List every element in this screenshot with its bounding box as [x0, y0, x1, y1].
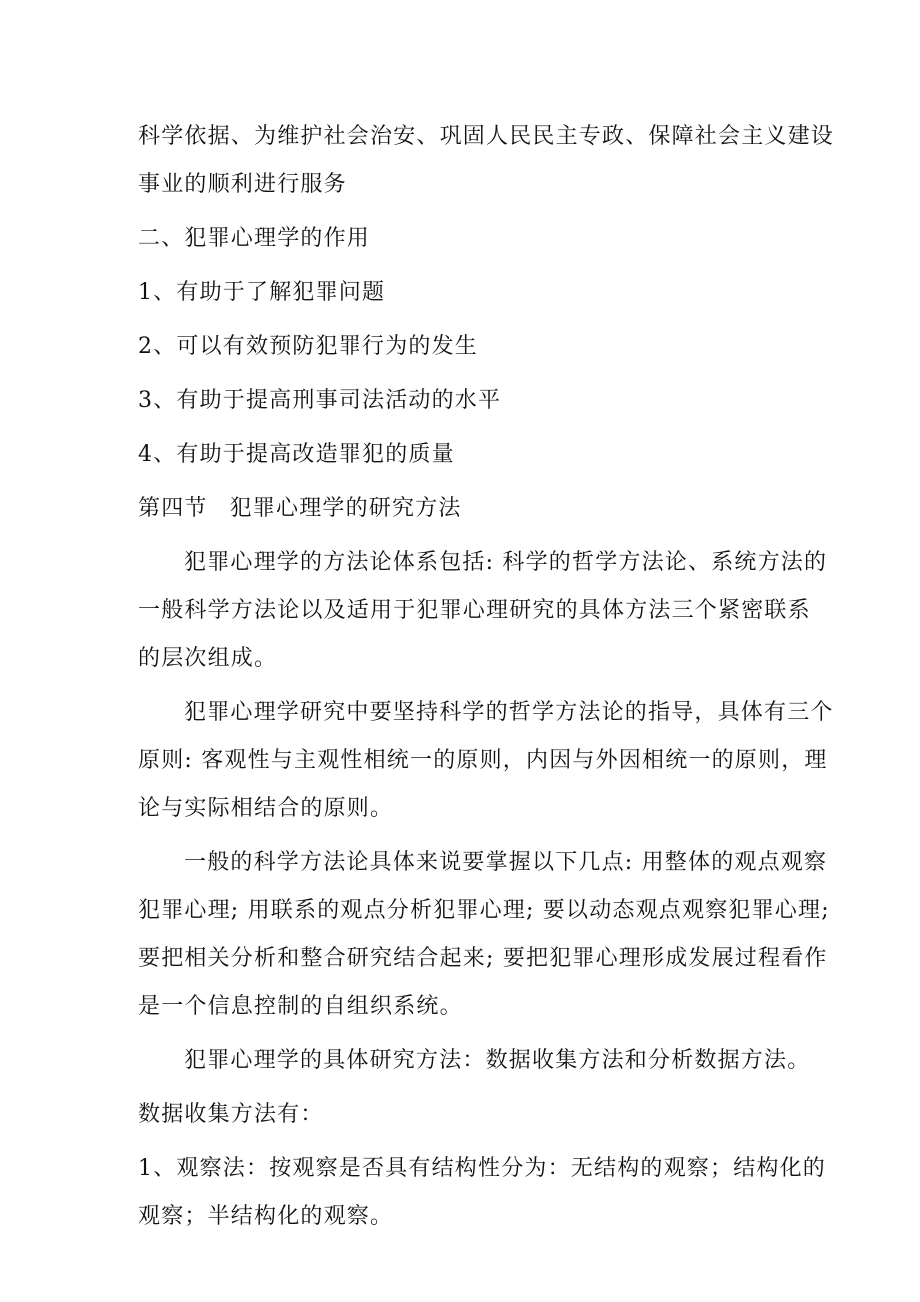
text-line: 科学依据、为维护社会治安、巩固人民民主专政、保障社会主义建设: [138, 124, 835, 149]
paragraph-research-methods: [138, 1037, 811, 1085]
text-line: 犯罪心理; 用联系的观点分析犯罪心理; 要以动态观点观察犯罪心理;: [138, 898, 830, 923]
paragraph-scientific-method: [138, 839, 830, 1031]
text-line: 原则: 客观性与主观性相统一的原则，内因与外因相统一的原则，理: [138, 748, 828, 773]
list-item-observation: [138, 1145, 826, 1241]
text-line: 犯罪心理学的方法论体系包括: 科学的哲学方法论、系统方法的: [184, 550, 828, 575]
text-line: 犯罪心理学的具体研究方法：数据收集方法和分析数据方法。: [184, 1048, 811, 1073]
list-item: 2、可以有效预防犯罪行为的发生: [138, 334, 478, 359]
text-line: 犯罪心理学研究中要坚持科学的哲学方法论的指导，具体有三个: [184, 700, 834, 725]
text-line: 论与实际相结合的原则。: [138, 796, 394, 821]
text-line: 观察；半结构化的观察。: [138, 1204, 394, 1229]
paragraph-methodology: [138, 539, 828, 683]
text-line: 1、观察法：按观察是否具有结构性分为：无结构的观察；结构化的: [138, 1156, 826, 1181]
section-label: 第四节: [138, 496, 208, 521]
document-body: [138, 113, 835, 1241]
text-line: 的层次组成。: [138, 646, 278, 671]
list-item: 4、有助于提高改造罪犯的质量: [138, 442, 455, 467]
list-item: 3、有助于提高刑事司法活动的水平: [138, 388, 502, 413]
subheading: 二、犯罪心理学的作用: [138, 226, 371, 251]
text-line: 要把相关分析和整合研究结合起来; 要把犯罪心理形成发展过程看作: [138, 946, 828, 971]
section-heading: [138, 485, 788, 533]
list-item: 1、有助于了解犯罪问题: [138, 280, 386, 305]
continuation-paragraph: [138, 113, 835, 209]
text-line: 是一个信息控制的自组织系统。: [138, 994, 463, 1019]
section-title: 犯罪心理学的研究方法: [229, 496, 462, 521]
text-line: 一般的科学方法论具体来说要掌握以下几点: 用整体的观点观察: [184, 850, 828, 875]
text-line: 一般科学方法论以及适用于犯罪心理研究的具体方法三个紧密联系: [138, 598, 811, 623]
list-intro: 数据收集方法有：: [138, 1102, 324, 1127]
text-line: 事业的顺利进行服务: [138, 172, 347, 197]
paragraph-principles: [138, 689, 834, 833]
